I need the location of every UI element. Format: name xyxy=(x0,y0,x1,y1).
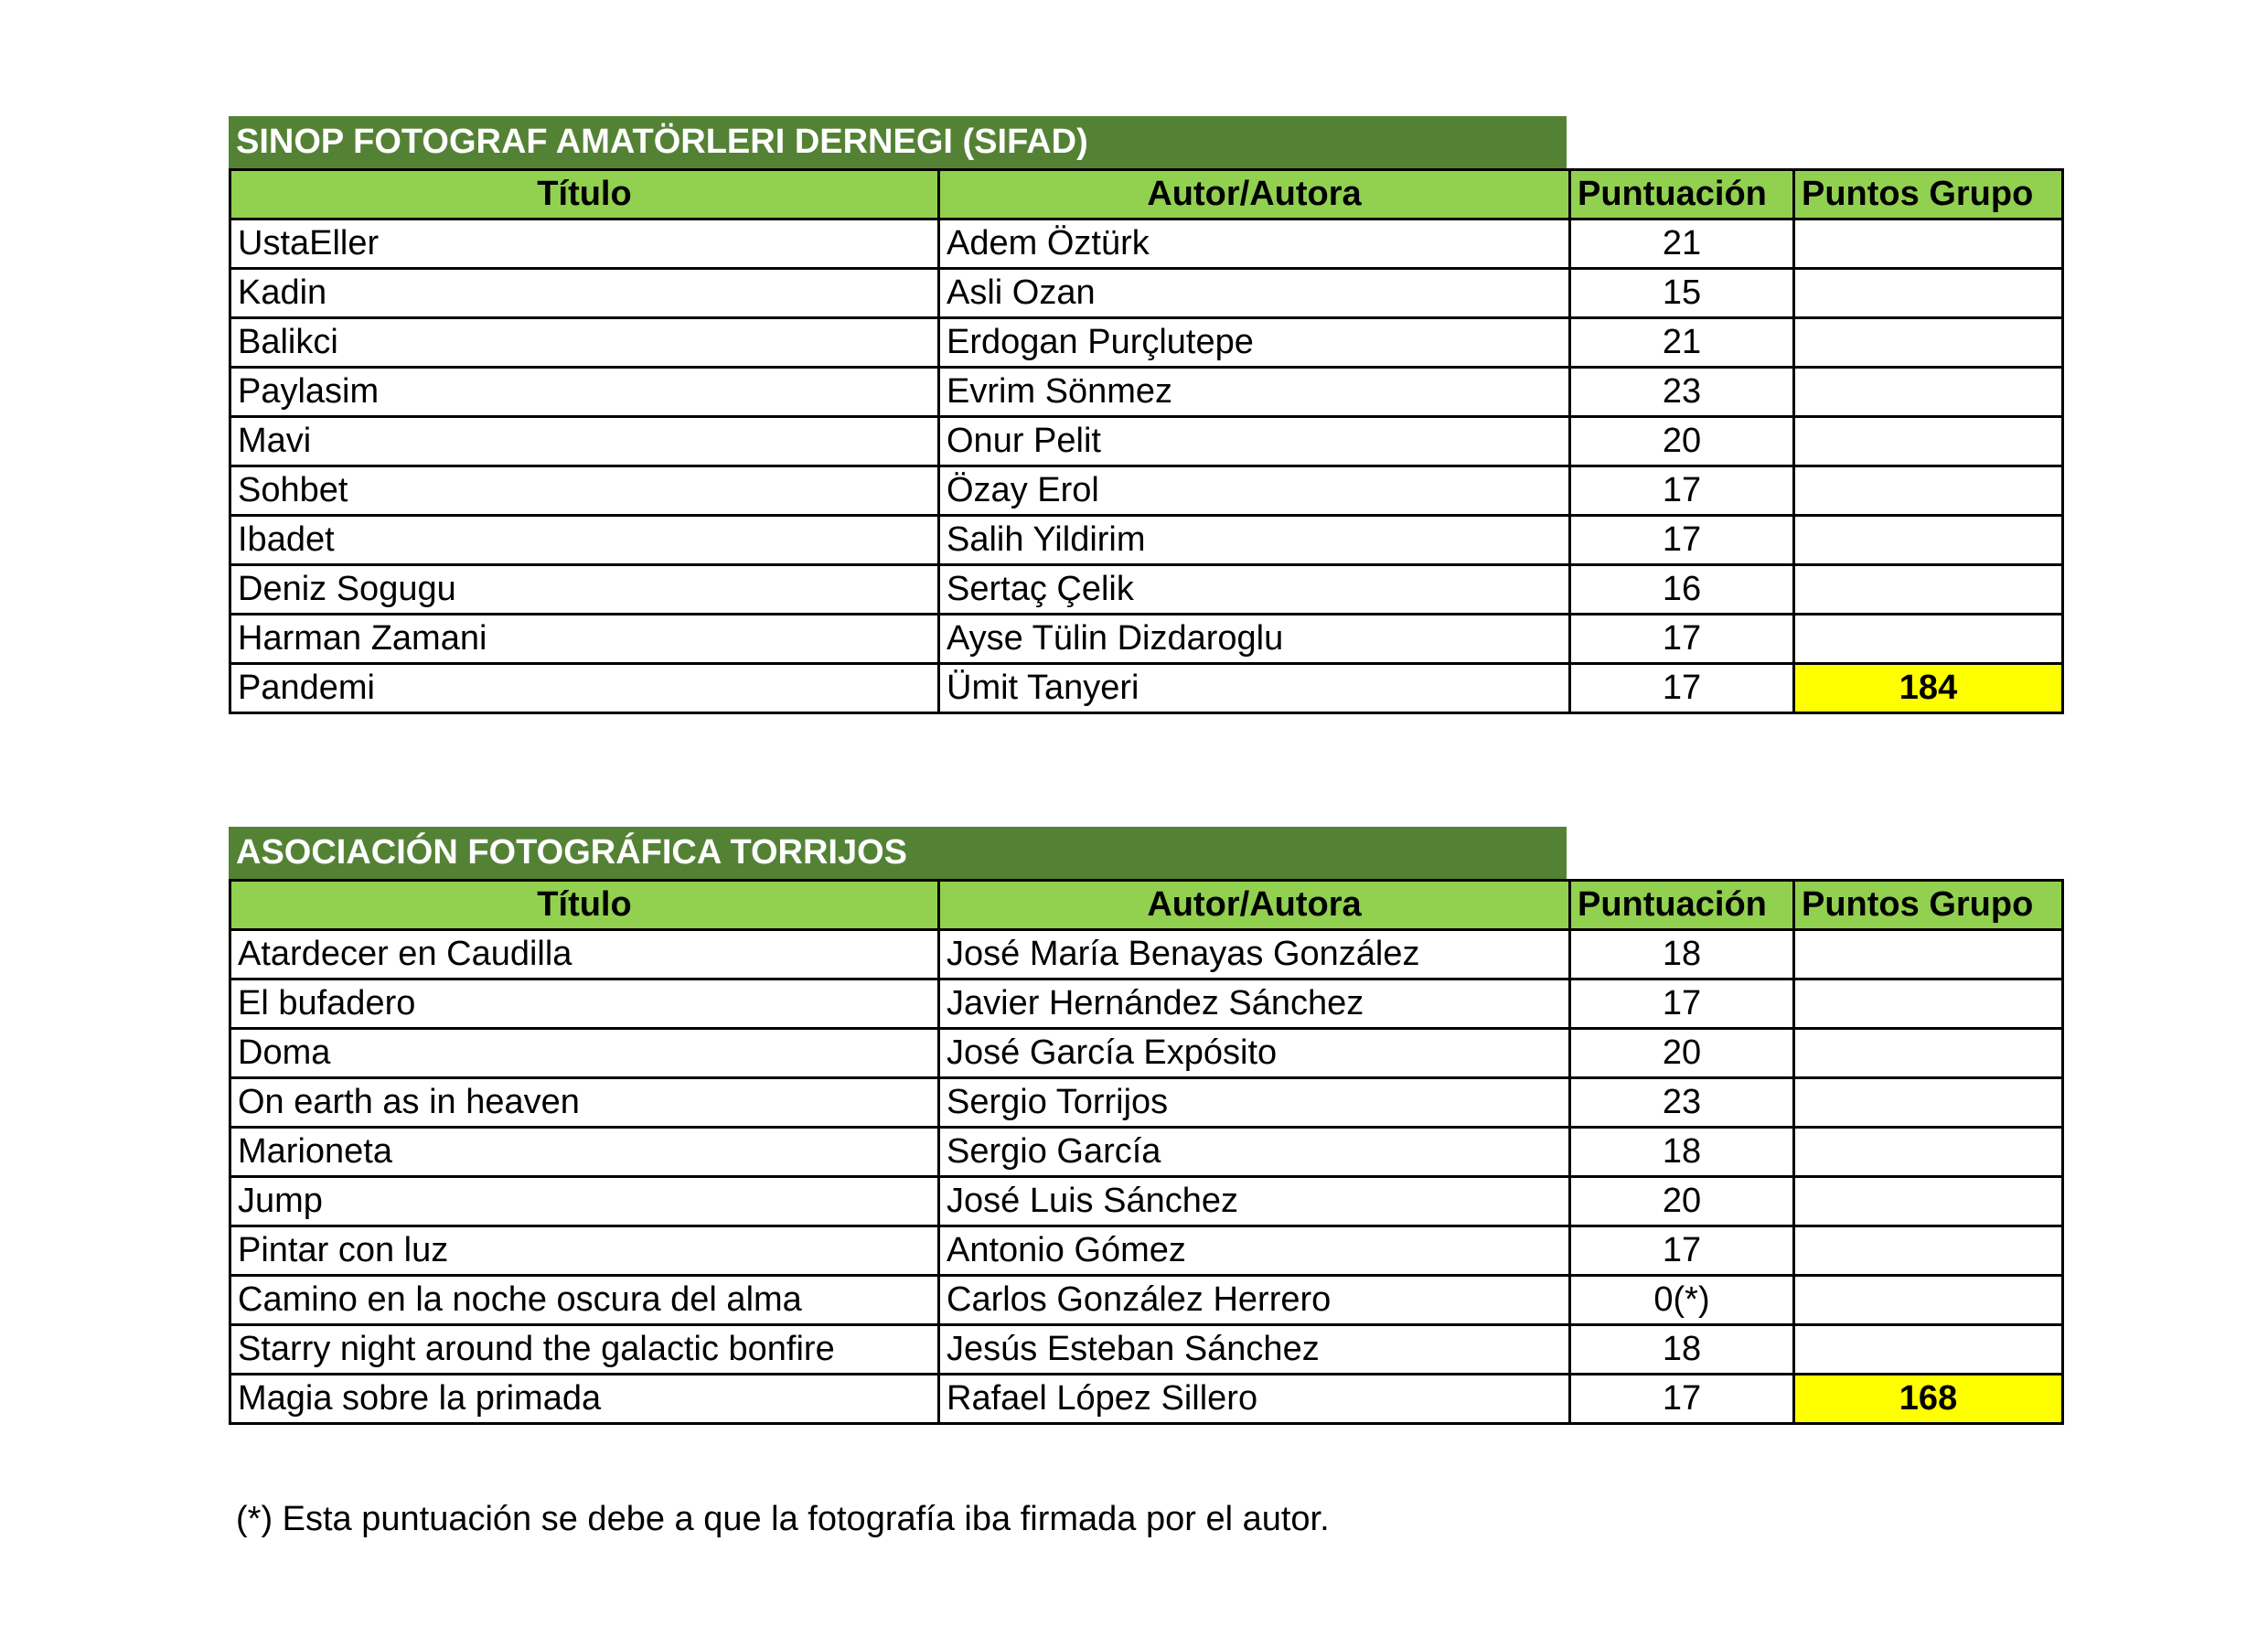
header-row xyxy=(230,881,2063,930)
cell-autor: Sertaç Çelik xyxy=(939,565,1570,615)
cell-puntuacion: 17 xyxy=(1570,516,1794,565)
table-row xyxy=(230,1128,2063,1177)
header-autor: Autor/Autora xyxy=(939,170,1570,219)
cell-autor: Özay Erol xyxy=(939,466,1570,516)
cell-autor: Evrim Sönmez xyxy=(939,368,1570,417)
cell-autor: Adem Öztürk xyxy=(939,219,1570,269)
group-section-torrijos xyxy=(229,827,2064,1425)
cell-puntos-grupo xyxy=(1794,1177,2063,1226)
cell-autor: Jesús Esteban Sánchez xyxy=(939,1325,1570,1375)
cell-puntuacion: 20 xyxy=(1570,417,1794,466)
table-row xyxy=(230,219,2063,269)
cell-titulo: Paylasim xyxy=(230,368,939,417)
cell-autor: Rafael López Sillero xyxy=(939,1375,1570,1424)
cell-autor: Sergio Torrijos xyxy=(939,1078,1570,1128)
cell-puntos-grupo xyxy=(1794,417,2063,466)
cell-puntuacion: 17 xyxy=(1570,615,1794,664)
cell-puntuacion: 15 xyxy=(1570,269,1794,318)
scores-table xyxy=(229,879,2064,1425)
cell-puntuacion: 21 xyxy=(1570,318,1794,368)
table-row xyxy=(230,466,2063,516)
header-puntos-grupo: Puntos Grupo xyxy=(1794,170,2063,219)
cell-titulo: Starry night around the galactic bonfire xyxy=(230,1325,939,1375)
table-row xyxy=(230,1325,2063,1375)
cell-puntos-grupo xyxy=(1794,1029,2063,1078)
cell-autor: Ayse Tülin Dizdaroglu xyxy=(939,615,1570,664)
cell-puntos-grupo: 184 xyxy=(1794,664,2063,713)
cell-autor: Asli Ozan xyxy=(939,269,1570,318)
header-puntuacion: Puntuación xyxy=(1570,881,1794,930)
header-titulo: Título xyxy=(230,170,939,219)
cell-puntos-grupo xyxy=(1794,930,2063,979)
cell-puntuacion: 18 xyxy=(1570,930,1794,979)
cell-autor: José Luis Sánchez xyxy=(939,1177,1570,1226)
table-row xyxy=(230,664,2063,713)
cell-titulo: Kadin xyxy=(230,269,939,318)
footnote: (*) Esta puntuación se debe a que la fotografía iba firmada por el autor. xyxy=(236,1500,1330,1538)
cell-puntuacion: 0(*) xyxy=(1570,1276,1794,1325)
cell-puntuacion: 20 xyxy=(1570,1029,1794,1078)
cell-titulo: Marioneta xyxy=(230,1128,939,1177)
cell-puntos-grupo xyxy=(1794,269,2063,318)
table-row xyxy=(230,930,2063,979)
cell-puntos-grupo xyxy=(1794,615,2063,664)
group-title: ASOCIACIÓN FOTOGRÁFICA TORRIJOS xyxy=(229,827,1567,879)
table-row xyxy=(230,1078,2063,1128)
cell-titulo: Jump xyxy=(230,1177,939,1226)
cell-puntos-grupo xyxy=(1794,318,2063,368)
cell-puntuacion: 23 xyxy=(1570,368,1794,417)
cell-autor: Salih Yildirim xyxy=(939,516,1570,565)
cell-titulo: Deniz Sogugu xyxy=(230,565,939,615)
cell-autor: Erdogan Purçlutepe xyxy=(939,318,1570,368)
header-row xyxy=(230,170,2063,219)
table-row xyxy=(230,368,2063,417)
cell-puntuacion: 17 xyxy=(1570,1375,1794,1424)
group-title: SINOP FOTOGRAF AMATÖRLERI DERNEGI (SIFAD) xyxy=(229,116,1567,168)
cell-puntuacion: 16 xyxy=(1570,565,1794,615)
table-row xyxy=(230,1276,2063,1325)
cell-titulo: Ibadet xyxy=(230,516,939,565)
cell-titulo: El bufadero xyxy=(230,979,939,1029)
table-row xyxy=(230,565,2063,615)
cell-puntos-grupo xyxy=(1794,466,2063,516)
table-row xyxy=(230,1226,2063,1276)
table-row xyxy=(230,1029,2063,1078)
cell-puntos-grupo xyxy=(1794,1325,2063,1375)
header-titulo: Título xyxy=(230,881,939,930)
cell-autor: Ümit Tanyeri xyxy=(939,664,1570,713)
cell-puntos-grupo xyxy=(1794,1128,2063,1177)
cell-titulo: Sohbet xyxy=(230,466,939,516)
cell-titulo: On earth as in heaven xyxy=(230,1078,939,1128)
table-row xyxy=(230,1375,2063,1424)
cell-puntuacion: 17 xyxy=(1570,1226,1794,1276)
cell-puntos-grupo xyxy=(1794,979,2063,1029)
header-puntos-grupo: Puntos Grupo xyxy=(1794,881,2063,930)
cell-titulo: Mavi xyxy=(230,417,939,466)
cell-autor: José García Expósito xyxy=(939,1029,1570,1078)
cell-puntuacion: 17 xyxy=(1570,664,1794,713)
header-puntuacion: Puntuación xyxy=(1570,170,1794,219)
cell-autor: Onur Pelit xyxy=(939,417,1570,466)
table-row xyxy=(230,979,2063,1029)
cell-titulo: Harman Zamani xyxy=(230,615,939,664)
cell-puntuacion: 18 xyxy=(1570,1128,1794,1177)
cell-puntos-grupo xyxy=(1794,1276,2063,1325)
cell-puntos-grupo xyxy=(1794,565,2063,615)
cell-titulo: Pintar con luz xyxy=(230,1226,939,1276)
cell-puntuacion: 18 xyxy=(1570,1325,1794,1375)
group-section-sifad xyxy=(229,116,2064,714)
cell-autor: Sergio García xyxy=(939,1128,1570,1177)
cell-autor: Carlos González Herrero xyxy=(939,1276,1570,1325)
cell-puntuacion: 17 xyxy=(1570,466,1794,516)
cell-titulo: Magia sobre la primada xyxy=(230,1375,939,1424)
cell-puntos-grupo xyxy=(1794,219,2063,269)
cell-autor: Javier Hernández Sánchez xyxy=(939,979,1570,1029)
table-row xyxy=(230,615,2063,664)
cell-titulo: Pandemi xyxy=(230,664,939,713)
cell-puntuacion: 17 xyxy=(1570,979,1794,1029)
table-row xyxy=(230,417,2063,466)
table-row xyxy=(230,318,2063,368)
cell-puntuacion: 23 xyxy=(1570,1078,1794,1128)
table-row xyxy=(230,516,2063,565)
table-row xyxy=(230,1177,2063,1226)
table-row xyxy=(230,269,2063,318)
cell-puntuacion: 21 xyxy=(1570,219,1794,269)
cell-autor: José María Benayas González xyxy=(939,930,1570,979)
cell-puntos-grupo xyxy=(1794,1078,2063,1128)
header-autor: Autor/Autora xyxy=(939,881,1570,930)
cell-puntos-grupo xyxy=(1794,368,2063,417)
cell-puntuacion: 20 xyxy=(1570,1177,1794,1226)
scores-table xyxy=(229,168,2064,714)
cell-titulo: UstaEller xyxy=(230,219,939,269)
cell-titulo: Camino en la noche oscura del alma xyxy=(230,1276,939,1325)
cell-puntos-grupo xyxy=(1794,1226,2063,1276)
cell-titulo: Balikci xyxy=(230,318,939,368)
cell-titulo: Atardecer en Caudilla xyxy=(230,930,939,979)
cell-autor: Antonio Gómez xyxy=(939,1226,1570,1276)
cell-puntos-grupo: 168 xyxy=(1794,1375,2063,1424)
cell-puntos-grupo xyxy=(1794,516,2063,565)
cell-titulo: Doma xyxy=(230,1029,939,1078)
